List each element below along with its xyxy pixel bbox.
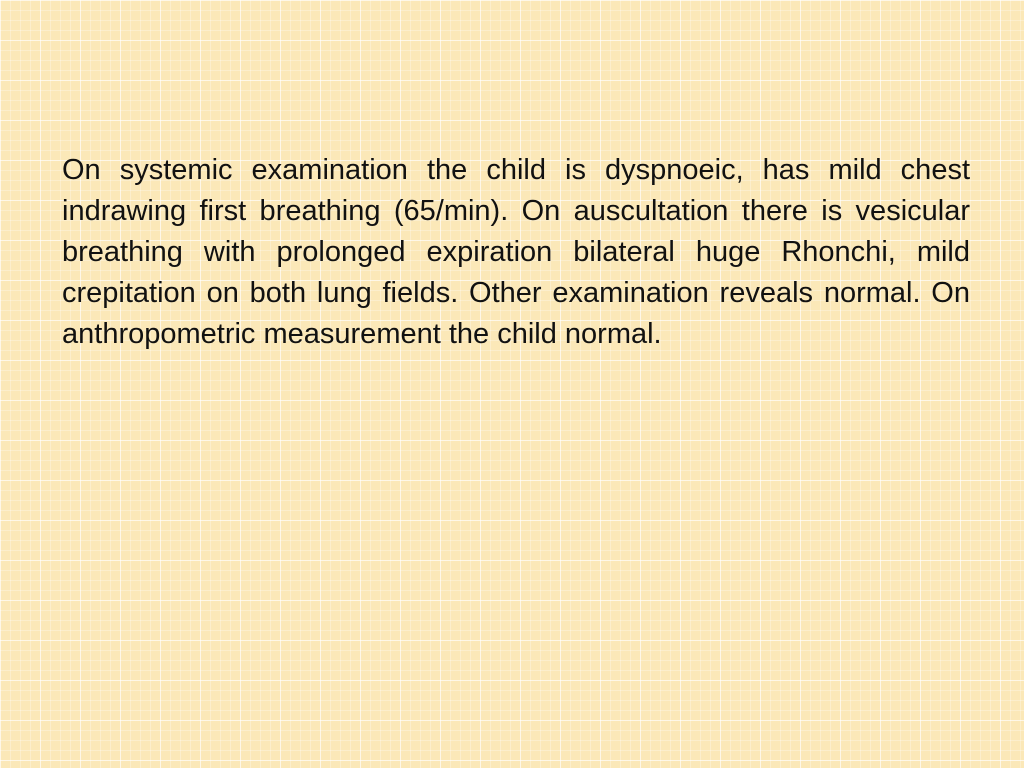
slide-body-text: On systemic examination the child is dyspnoeic, has mild chest indrawing first breathing (65/min). On auscultation there is vesicular breathing with prolonged expiration bilateral huge Rhonchi, mild crepitation on both lung fields. Other examination reveals normal. On anthropometric measurement the child normal. (62, 154, 970, 350)
